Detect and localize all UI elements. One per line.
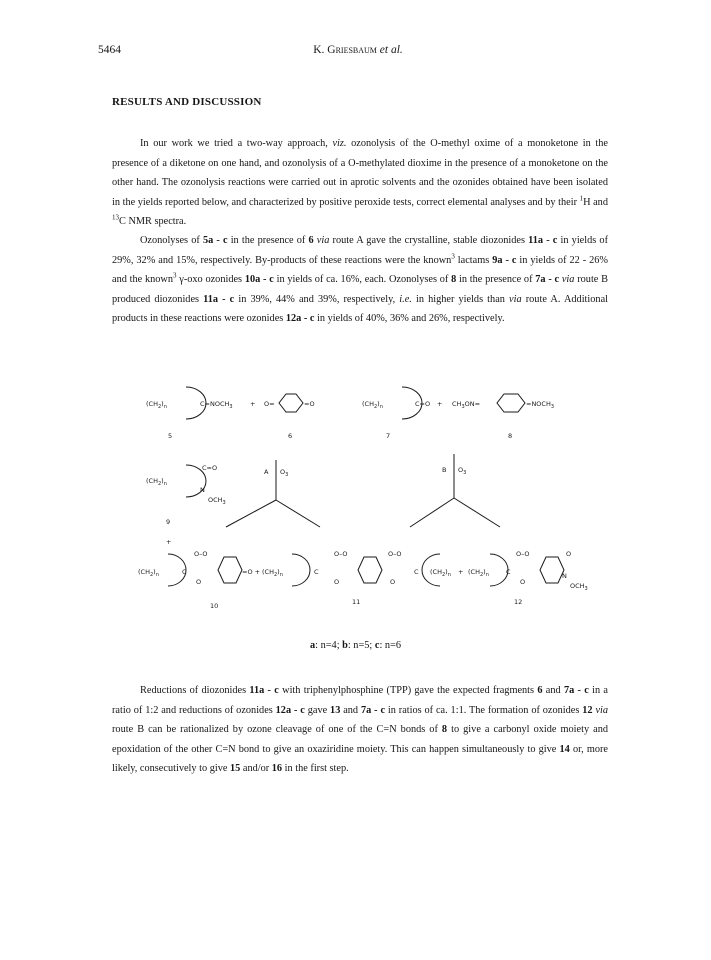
label-12: 12 — [514, 598, 523, 606]
s11-oo-right: O–O — [388, 550, 402, 558]
s11-c-left: C — [314, 568, 319, 576]
legend-b: b — [342, 640, 348, 651]
p2-b1: 5a - c — [202, 235, 228, 246]
p3-t4: in a ratio of 1:2 and reductions of ozonides — [112, 685, 608, 716]
p2-ie: i.e. — [399, 293, 412, 305]
author-etal: et al. — [379, 44, 403, 56]
section-heading: RESULTS AND DISCUSSION — [112, 96, 262, 108]
s12-oo: O–O — [516, 550, 530, 558]
ring-11-left — [292, 554, 310, 586]
route-b-left-arrow — [410, 498, 454, 527]
p3-b3: 7a - c — [563, 685, 589, 696]
plus-4: + — [458, 568, 464, 576]
label-8: 8 — [508, 432, 513, 440]
p3-b1: 11a - c — [249, 685, 279, 696]
paragraph-1 — [112, 134, 608, 232]
label-11: 11 — [352, 598, 361, 606]
p2-via3: via — [509, 293, 522, 305]
p1-text-1: In our work we tried a two-way approach, — [140, 138, 333, 149]
s12-n: N — [562, 572, 567, 580]
p2-t2: in the presence of — [227, 235, 309, 246]
p2-t4: route A gave the crystalline, stable diozonides — [329, 235, 529, 246]
p2-t9: in yields of ca. 16%, each. Ozonolyses of — [273, 274, 452, 286]
plus-3: + — [166, 538, 172, 546]
scheme-legend — [0, 640, 711, 651]
p2-t1: Ozonolyses of — [140, 235, 203, 246]
p3-t6: and — [340, 704, 361, 716]
running-author — [98, 44, 618, 56]
s10-ch2n: $(CH_2)_n$ — [138, 568, 159, 578]
s9-ch2n: $(CH_2)_n$ — [146, 477, 167, 487]
legend-a: a — [310, 640, 316, 651]
p3-b2: 6 — [537, 685, 543, 696]
p3-b7: 12 — [582, 704, 593, 716]
p2-b7: 7a - c — [535, 274, 560, 286]
s11-oo-left: O–O — [334, 550, 348, 558]
s9-och3: $OCH_3$ — [208, 496, 226, 506]
p2-via1: via — [316, 235, 330, 246]
p2-via2: via — [561, 274, 575, 286]
s5-c-noch3: $C=NOCH_3$ — [200, 400, 233, 410]
s7-c-o: C=O — [415, 400, 431, 408]
p2-t13: in 39%, 44% and 39%, respectively, — [234, 293, 400, 305]
p2-t6: lactams — [454, 254, 493, 266]
s12-c: C — [506, 568, 511, 576]
p3-b5: 13 — [330, 704, 341, 716]
s12-carbonyl-o: O — [566, 550, 572, 558]
s7-ch2n: $(CH_2)_n$ — [362, 400, 383, 410]
label-5: 5 — [168, 432, 173, 440]
p2-t8: γ-oxo ozonides — [176, 274, 245, 286]
p1-text-2: ozonolysis of the O-methyl oxime of a monoketone in the presence of a diketone on one hand, and ozonolysis of a O-methylated dioxime in the presence of a monoketone on the other hand. The ozonolysis reactions were carried out in aprotic solvents and the ozonides obtained have been isolated in the yields reported below, and characterized by positive peroxide tests, correct elemental analyses and by their — [112, 138, 609, 208]
s11-o-left: O — [334, 578, 340, 586]
route-a-o3: $O_3$ — [280, 468, 289, 478]
s9-c-o: C=O — [202, 464, 218, 472]
route-a-left-arrow — [226, 500, 276, 527]
s8-noch3: $=NOCH_3$ — [526, 400, 555, 410]
legend-c: c — [374, 640, 380, 651]
p2-b9: 12a - c — [285, 313, 315, 325]
s11-c-right: C — [414, 568, 419, 576]
s10-c: C — [182, 568, 187, 576]
p3-b11: 16 — [271, 763, 283, 775]
paragraph-2 — [112, 231, 608, 329]
label-9: 9 — [166, 518, 171, 526]
p2-t16: in yields of 40%, 36% and 26%, respectively. — [314, 313, 505, 325]
p2-b4: 9a - c — [492, 254, 517, 266]
legend-c-text: : n=6 — [379, 640, 401, 651]
page-number: 5464 — [98, 44, 121, 56]
p3-t2: with triphenylphosphine (TPP) gave the expected fragments — [278, 685, 538, 696]
p1-text-3: H and — [583, 196, 608, 208]
p3-b9: 14 — [559, 743, 570, 755]
p3-t11: or, more likely, consecutively to give — [112, 743, 609, 775]
p2-t5: in yields of 29%, 32% and 15%, respectively. By-products of these reactions were the known — [112, 235, 608, 266]
ring-11-mid — [358, 557, 382, 583]
p2-b6: 8 — [451, 274, 457, 286]
s9-n: N — [200, 486, 205, 494]
p1-viz: viz. — [332, 138, 347, 149]
ring-10-right — [218, 557, 242, 583]
ring-12-right — [540, 557, 564, 583]
s12-ch2n: $(CH_2)_n$ — [468, 568, 489, 578]
s6-left-o: O= — [264, 400, 275, 408]
legend-a-text: : n=4; — [315, 640, 343, 651]
plus-1: + — [250, 400, 256, 408]
ring-6 — [279, 394, 303, 412]
s12-och3: $OCH_3$ — [570, 582, 588, 592]
s11-o-right: O — [390, 578, 396, 586]
route-b-right-arrow — [454, 498, 500, 527]
p1-text-4: C NMR spectra. — [119, 216, 187, 228]
route-a-right-arrow — [276, 500, 320, 527]
s10-oo: O–O — [194, 550, 208, 558]
p3-t9: route B can be rationalized by ozone cleavage of one of the C=N bonds of — [112, 724, 442, 736]
p2-t15: route A. Additional products in these reactions were ozonides — [112, 293, 609, 325]
route-b-o3: $O_3$ — [458, 466, 467, 476]
reaction-scheme — [138, 382, 608, 637]
p2-sup2: 3 — [173, 271, 177, 280]
s5-ch2n: $(CH_2)_n$ — [146, 400, 167, 410]
paragraph-3 — [112, 681, 608, 779]
legend-b-text: : n=5; — [347, 640, 375, 651]
p2-b5: 10a - c — [244, 274, 274, 286]
s6-right-o: =O — [304, 400, 315, 408]
label-7: 7 — [386, 432, 391, 440]
p3-t1: Reductions of diozonides — [140, 685, 250, 696]
ring-8 — [497, 394, 525, 412]
s10-eq-o: =O + — [242, 568, 261, 576]
p3-b8: 8 — [441, 724, 448, 736]
p3-t13: in the first step. — [282, 763, 349, 775]
p1-sup-h: 1 — [579, 194, 584, 203]
author-name: K. Griesbaum — [313, 44, 377, 56]
p3-t10: to give a carbonyl oxide moiety and epoxidation of the other C=N bond to give an oxaziridine moiety. This can happen simultaneously to give — [112, 724, 608, 755]
p3-t5: gave — [304, 704, 331, 716]
p2-b3: 11a - c — [528, 235, 558, 246]
p3-t12: and/or — [240, 763, 272, 775]
s8-ch3on: $CH_3ON=$ — [452, 400, 481, 410]
route-a-label: A — [264, 468, 269, 476]
p3-b6: 7a - c — [360, 704, 386, 716]
p3-t7: in ratios of ca. 1:1. The formation of ozonides — [385, 704, 583, 716]
p2-b2: 6 — [308, 235, 314, 246]
s11-ch2n-right: $(CH_2)_n$ — [430, 568, 451, 578]
p2-t12: route B produced diozonides — [112, 274, 609, 305]
p3-b4: 12a - c — [275, 704, 305, 716]
s10-o: O — [196, 578, 202, 586]
p1-sup-c: 13 — [112, 213, 119, 222]
s11-ch2n-left: $(CH_2)_n$ — [262, 568, 283, 578]
p2-b8: 11a - c — [203, 293, 235, 305]
p2-sup1: 3 — [451, 252, 455, 261]
p3-b10: 15 — [230, 763, 241, 775]
p3-via: via — [595, 704, 609, 716]
p2-t10: in the presence of — [456, 274, 536, 286]
label-6: 6 — [288, 432, 293, 440]
plus-2: + — [437, 400, 443, 408]
route-b-label: B — [442, 466, 447, 474]
p3-t3: and — [542, 685, 564, 696]
p2-t14: in higher yields than — [411, 293, 510, 305]
p2-t7: in yields of 22 - 26% and the known — [112, 254, 609, 286]
s12-o: O — [520, 578, 526, 586]
label-10: 10 — [210, 602, 219, 610]
